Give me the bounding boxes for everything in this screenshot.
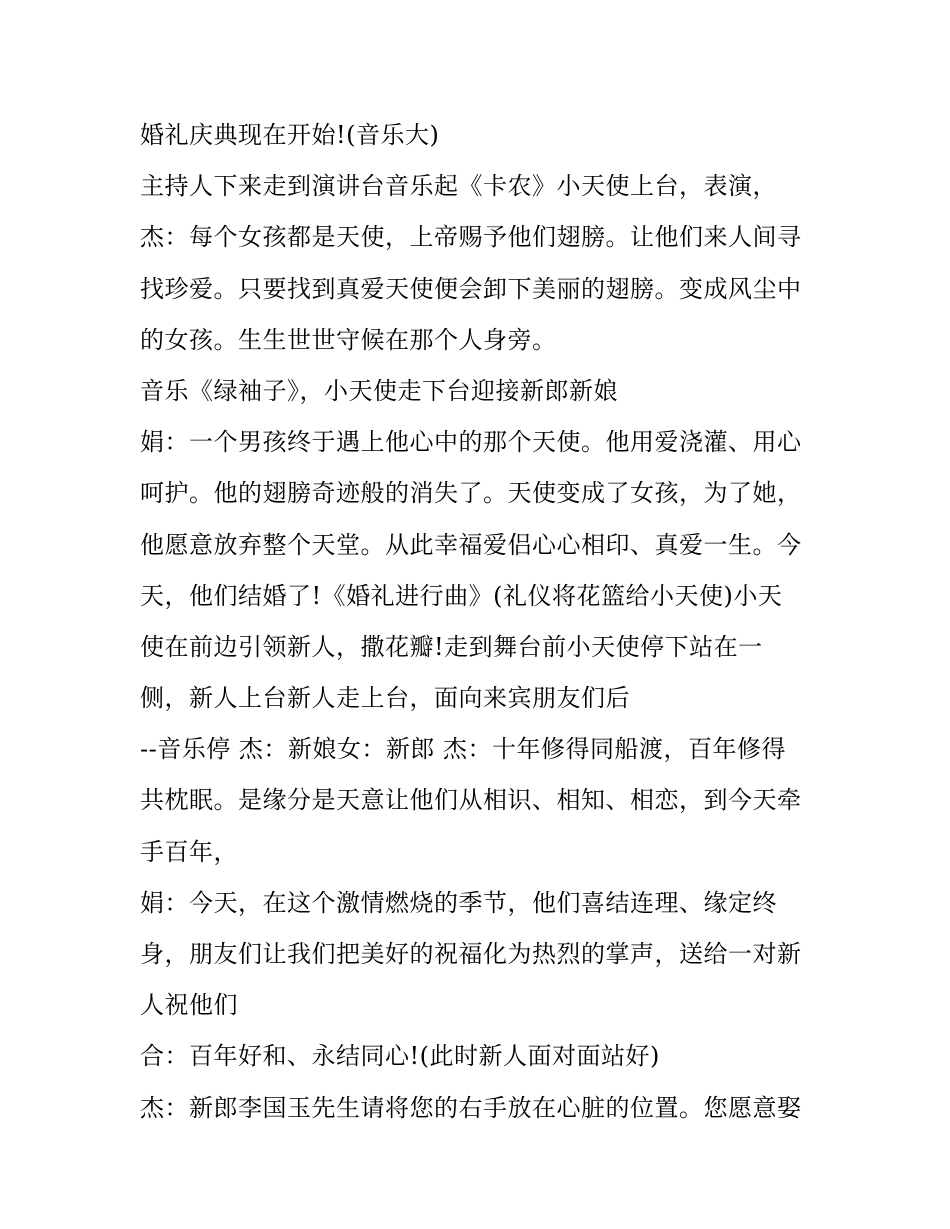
text-line: 人祝他们 xyxy=(140,991,238,1020)
text-line: 天，他们结婚了!《婚礼进行曲》(礼仪将花篮给小天使)小天 xyxy=(140,581,783,610)
text-line: 娟：一个男孩终于遇上他心中的那个天使。他用爱浇灌、用心 xyxy=(140,428,802,457)
text-line: 杰：新郎李国玉先生请将您的右手放在心脏的位置。您愿意娶 xyxy=(140,1093,802,1122)
text-line: 呵护。他的翅膀奇迹般的消失了。天使变成了女孩，为了她， xyxy=(140,479,802,508)
text-line: 身，朋友们让我们把美好的祝福化为热烈的掌声，送给一对新 xyxy=(140,940,802,968)
text-line: 找珍爱。只要找到真爱天使便会卸下美丽的翅膀。变成风尘中 xyxy=(140,274,802,303)
text-line: 共枕眠。是缘分是天意让他们从相识、相知、相恋，到今天牵 xyxy=(140,786,802,815)
text-line: 音乐《绿袖子》，小天使走下台迎接新郎新娘 xyxy=(140,376,618,405)
text-line: --音乐停 杰：新娘女：新郎 杰：十年修得同船渡，百年修得 xyxy=(140,735,786,764)
text-line: 合：百年好和、永结同心!(此时新人面对面站好) xyxy=(140,1042,660,1071)
text-line: 侧，新人上台新人走上台，面向来宾朋友们后 xyxy=(140,684,630,713)
text-line: 使在前边引领新人，撒花瓣!走到舞台前小天使停下站在一 xyxy=(140,632,763,661)
text-line: 娟：今天，在这个激情燃烧的季节，他们喜结连理、缘定终 xyxy=(140,888,777,917)
document-body xyxy=(140,110,820,1134)
text-line: 婚礼庆典现在开始!(音乐大) xyxy=(140,121,440,149)
text-line: 手百年， xyxy=(140,837,238,866)
text-line: 的女孩。生生世世守候在那个人身旁。 xyxy=(140,325,557,354)
text-line: 杰：每个女孩都是天使，上帝赐予他们翅膀。让他们来人间寻 xyxy=(140,223,802,252)
text-line: 他愿意放弃整个天堂。从此幸福爱侣心心相印、真爱一生。今 xyxy=(140,530,802,559)
text-line: 主持人下来走到演讲台音乐起《卡农》小天使上台，表演， xyxy=(140,172,777,201)
